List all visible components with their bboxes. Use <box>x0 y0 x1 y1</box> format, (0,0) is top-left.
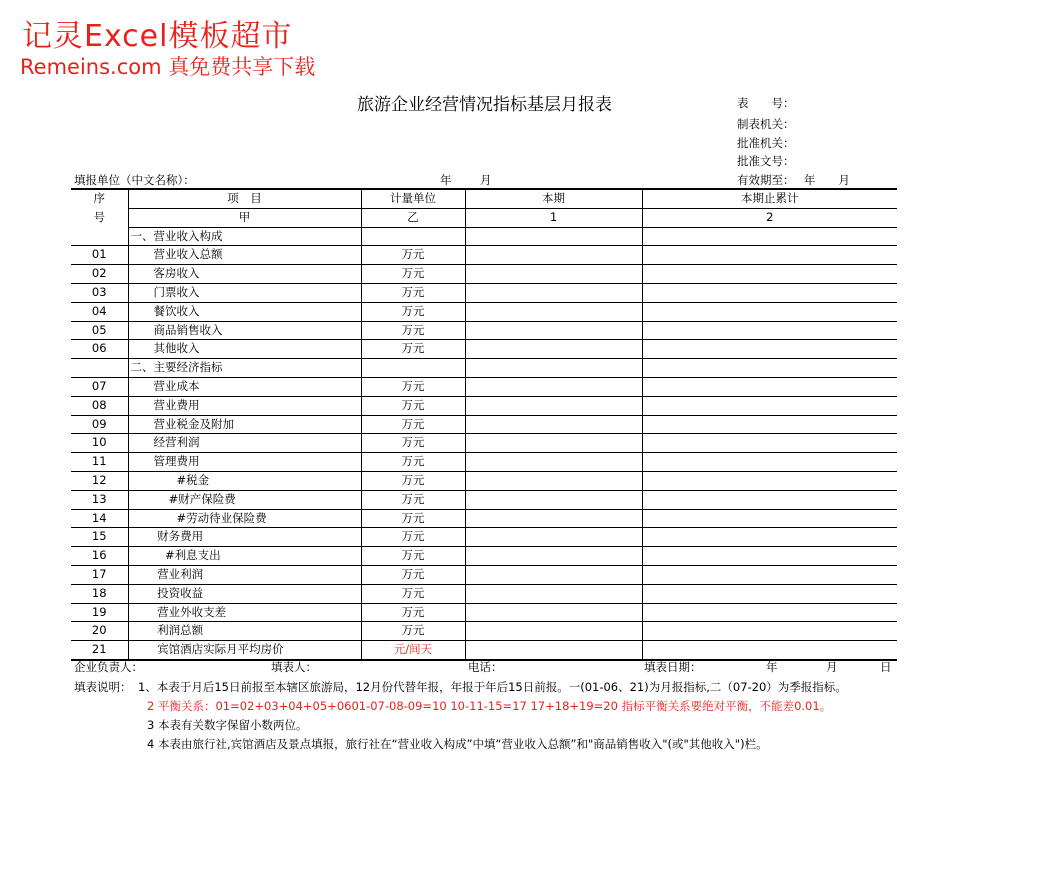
table-number-label: 表 号： <box>737 96 795 110</box>
note-3: 3 本表有关数字保留小数两位。 <box>147 718 308 732</box>
row-current-value[interactable] <box>465 227 642 246</box>
row-current-value[interactable] <box>465 377 642 396</box>
report-year-label: 年 <box>440 173 452 187</box>
row-unit: 万元 <box>361 584 465 603</box>
approval-number-label: 批准文号： <box>737 154 795 168</box>
row-unit: 万元 <box>361 622 465 641</box>
reporting-unit-label: 填报单位（中文名称）： <box>74 173 195 187</box>
row-cumulative-value[interactable] <box>642 453 897 472</box>
unit-code: 乙 <box>361 208 465 227</box>
row-unit: 万元 <box>361 528 465 547</box>
row-seq: 11 <box>71 453 128 472</box>
fill-date-label: 填表日期： <box>644 660 702 674</box>
leader-label: 企业负责人： <box>74 660 143 674</box>
row-unit: 万元 <box>361 415 465 434</box>
row-cumulative-value[interactable] <box>642 471 897 490</box>
row-current-value[interactable] <box>465 490 642 509</box>
note-2: 2 平衡关系：01=02+03+04+05+0601-07-08-09=10 10-11-15=17 17+18+19=20 指标平衡关系要绝对平衡，不能差0.01。 <box>147 699 832 713</box>
row-cumulative-value[interactable] <box>642 622 897 641</box>
row-current-value[interactable] <box>465 434 642 453</box>
row-current-value[interactable] <box>465 340 642 359</box>
row-seq: 08 <box>71 396 128 415</box>
row-seq: 18 <box>71 584 128 603</box>
row-seq: 19 <box>71 603 128 622</box>
table-row <box>71 453 897 472</box>
row-current-value[interactable] <box>465 622 642 641</box>
row-cumulative-value[interactable] <box>642 396 897 415</box>
row-cumulative-value[interactable] <box>642 227 897 246</box>
seq-header-top: 序 <box>71 189 128 208</box>
item-header: 项 目 <box>128 189 361 208</box>
row-seq: 13 <box>71 490 128 509</box>
row-seq <box>71 359 128 378</box>
issuer-label: 制表机关： <box>737 117 795 131</box>
row-current-value[interactable] <box>465 547 642 566</box>
row-cumulative-value[interactable] <box>642 584 897 603</box>
row-item: 财务费用 <box>128 528 361 547</box>
row-cumulative-value[interactable] <box>642 547 897 566</box>
row-item: 管理费用 <box>128 453 361 472</box>
row-item: 宾馆酒店实际月平均房价 <box>128 641 361 660</box>
row-seq: 05 <box>71 321 128 340</box>
note-1: 1、本表于月后15日前报至本辖区旅游局，12月份代替年报，年报于年后15日前报。一(01-06、21)为月报指标,二（07-20）为季报指标。 <box>138 680 847 694</box>
row-seq: 16 <box>71 547 128 566</box>
row-cumulative-value[interactable] <box>642 377 897 396</box>
row-cumulative-value[interactable] <box>642 246 897 265</box>
table-row <box>71 528 897 547</box>
approver-label: 批准机关： <box>737 136 795 150</box>
row-current-value[interactable] <box>465 396 642 415</box>
row-unit: 万元 <box>361 265 465 284</box>
row-unit: 万元 <box>361 453 465 472</box>
row-cumulative-value[interactable] <box>642 565 897 584</box>
table-row <box>71 415 897 434</box>
table-row <box>71 622 897 641</box>
table-row <box>71 603 897 622</box>
row-seq: 09 <box>71 415 128 434</box>
row-item: 营业税金及附加 <box>128 415 361 434</box>
row-current-value[interactable] <box>465 246 642 265</box>
table-row <box>71 641 897 660</box>
row-unit: 万元 <box>361 377 465 396</box>
row-item: 其他收入 <box>128 340 361 359</box>
row-unit: 万元 <box>361 490 465 509</box>
current-code: 1 <box>465 208 642 227</box>
table-row <box>71 265 897 284</box>
row-cumulative-value[interactable] <box>642 434 897 453</box>
report-title: 旅游企业经营情况指标基层月报表 <box>357 95 612 115</box>
row-item: #税金 <box>128 471 361 490</box>
row-current-value[interactable] <box>465 283 642 302</box>
row-cumulative-value[interactable] <box>642 490 897 509</box>
valid-until-label: 有效期至： 年 月 <box>737 173 850 187</box>
row-seq: 07 <box>71 377 128 396</box>
row-item: 二、主要经济指标 <box>128 359 361 378</box>
row-seq: 04 <box>71 302 128 321</box>
row-cumulative-value[interactable] <box>642 509 897 528</box>
row-item: 投资收益 <box>128 584 361 603</box>
table-row <box>71 565 897 584</box>
header-row <box>71 189 897 208</box>
row-seq: 20 <box>71 622 128 641</box>
row-cumulative-value[interactable] <box>642 302 897 321</box>
row-unit: 万元 <box>361 396 465 415</box>
row-seq: 02 <box>71 265 128 284</box>
row-unit: 万元 <box>361 283 465 302</box>
row-seq: 12 <box>71 471 128 490</box>
item-code: 甲 <box>128 208 361 227</box>
cumulative-header: 本期止累计 <box>642 189 897 208</box>
row-item: 营业利润 <box>128 565 361 584</box>
report-table <box>71 188 897 661</box>
row-unit: 万元 <box>361 340 465 359</box>
reporting-unit-line <box>74 172 898 188</box>
table-row <box>71 547 897 566</box>
row-seq: 03 <box>71 283 128 302</box>
row-seq: 10 <box>71 434 128 453</box>
table-row <box>71 227 897 246</box>
table-row <box>71 283 897 302</box>
row-item: #劳动待业保险费 <box>128 509 361 528</box>
row-item: 利润总额 <box>128 622 361 641</box>
row-item: #利息支出 <box>128 547 361 566</box>
notes-label: 填表说明： <box>74 680 132 694</box>
row-current-value[interactable] <box>465 321 642 340</box>
table-row <box>71 340 897 359</box>
row-item: 商品销售收入 <box>128 321 361 340</box>
current-header: 本期 <box>465 189 642 208</box>
row-unit: 万元 <box>361 321 465 340</box>
row-current-value[interactable] <box>465 453 642 472</box>
row-item: 餐饮收入 <box>128 302 361 321</box>
row-item: 营业费用 <box>128 396 361 415</box>
row-current-value[interactable] <box>465 359 642 378</box>
row-unit: 万元 <box>361 603 465 622</box>
watermark-subtitle: Remeins.com 真免费共享下载 <box>20 55 316 79</box>
table-row <box>71 490 897 509</box>
row-seq: 17 <box>71 565 128 584</box>
row-current-value[interactable] <box>465 565 642 584</box>
row-seq: 06 <box>71 340 128 359</box>
row-current-value[interactable] <box>465 528 642 547</box>
table-row <box>71 396 897 415</box>
row-seq: 14 <box>71 509 128 528</box>
row-unit: 万元 <box>361 547 465 566</box>
fill-year-label: 年 <box>766 660 778 674</box>
table-row <box>71 377 897 396</box>
row-unit: 万元 <box>361 565 465 584</box>
row-seq <box>71 227 128 246</box>
row-seq: 15 <box>71 528 128 547</box>
row-unit <box>361 359 465 378</box>
row-unit: 万元 <box>361 434 465 453</box>
row-cumulative-value[interactable] <box>642 359 897 378</box>
row-cumulative-value[interactable] <box>642 321 897 340</box>
row-cumulative-value[interactable] <box>642 528 897 547</box>
row-current-value[interactable] <box>465 302 642 321</box>
row-unit: 万元 <box>361 471 465 490</box>
row-item: 一、营业收入构成 <box>128 227 361 246</box>
row-seq: 21 <box>71 641 128 660</box>
cumulative-code: 2 <box>642 208 897 227</box>
fill-month-label: 月 <box>826 660 838 674</box>
row-unit: 元/间天 <box>361 641 465 660</box>
table-row <box>71 359 897 378</box>
preparer-label: 填表人： <box>271 660 317 674</box>
row-cumulative-value[interactable] <box>642 603 897 622</box>
row-cumulative-value[interactable] <box>642 641 897 660</box>
row-item: 门票收入 <box>128 283 361 302</box>
row-item: #财产保险费 <box>128 490 361 509</box>
note-4: 4 本表由旅行社,宾馆酒店及景点填报，旅行社在“营业收入构成”中填“营业收入总额”和"商品销售收入"(或"其他收入")栏。 <box>147 737 768 751</box>
row-unit: 万元 <box>361 509 465 528</box>
row-cumulative-value[interactable] <box>642 340 897 359</box>
row-unit: 万元 <box>361 246 465 265</box>
table-row <box>71 302 897 321</box>
row-cumulative-value[interactable] <box>642 265 897 284</box>
row-current-value[interactable] <box>465 603 642 622</box>
row-item: 客房收入 <box>128 265 361 284</box>
row-current-value[interactable] <box>465 471 642 490</box>
table-row <box>71 509 897 528</box>
row-unit <box>361 227 465 246</box>
row-current-value[interactable] <box>465 584 642 603</box>
row-current-value[interactable] <box>465 265 642 284</box>
row-cumulative-value[interactable] <box>642 283 897 302</box>
row-unit: 万元 <box>361 302 465 321</box>
table-row <box>71 246 897 265</box>
fill-day-label: 日 <box>880 660 892 674</box>
row-current-value[interactable] <box>465 509 642 528</box>
table-row <box>71 321 897 340</box>
signature-line <box>74 659 898 675</box>
row-item: 经营利润 <box>128 434 361 453</box>
row-current-value[interactable] <box>465 415 642 434</box>
row-item: 营业成本 <box>128 377 361 396</box>
phone-label: 电话： <box>468 660 503 674</box>
code-row <box>71 208 897 227</box>
seq-header-bottom: 号 <box>93 209 105 224</box>
report-month-label: 月 <box>480 173 492 187</box>
row-cumulative-value[interactable] <box>642 415 897 434</box>
table-row <box>71 471 897 490</box>
row-seq: 01 <box>71 246 128 265</box>
table-row <box>71 584 897 603</box>
watermark-title: 记灵Excel模板超市 <box>22 19 293 54</box>
row-item: 营业收入总额 <box>128 246 361 265</box>
table-row <box>71 434 897 453</box>
unit-header: 计量单位 <box>361 189 465 208</box>
row-current-value[interactable] <box>465 641 642 660</box>
row-item: 营业外收支差 <box>128 603 361 622</box>
